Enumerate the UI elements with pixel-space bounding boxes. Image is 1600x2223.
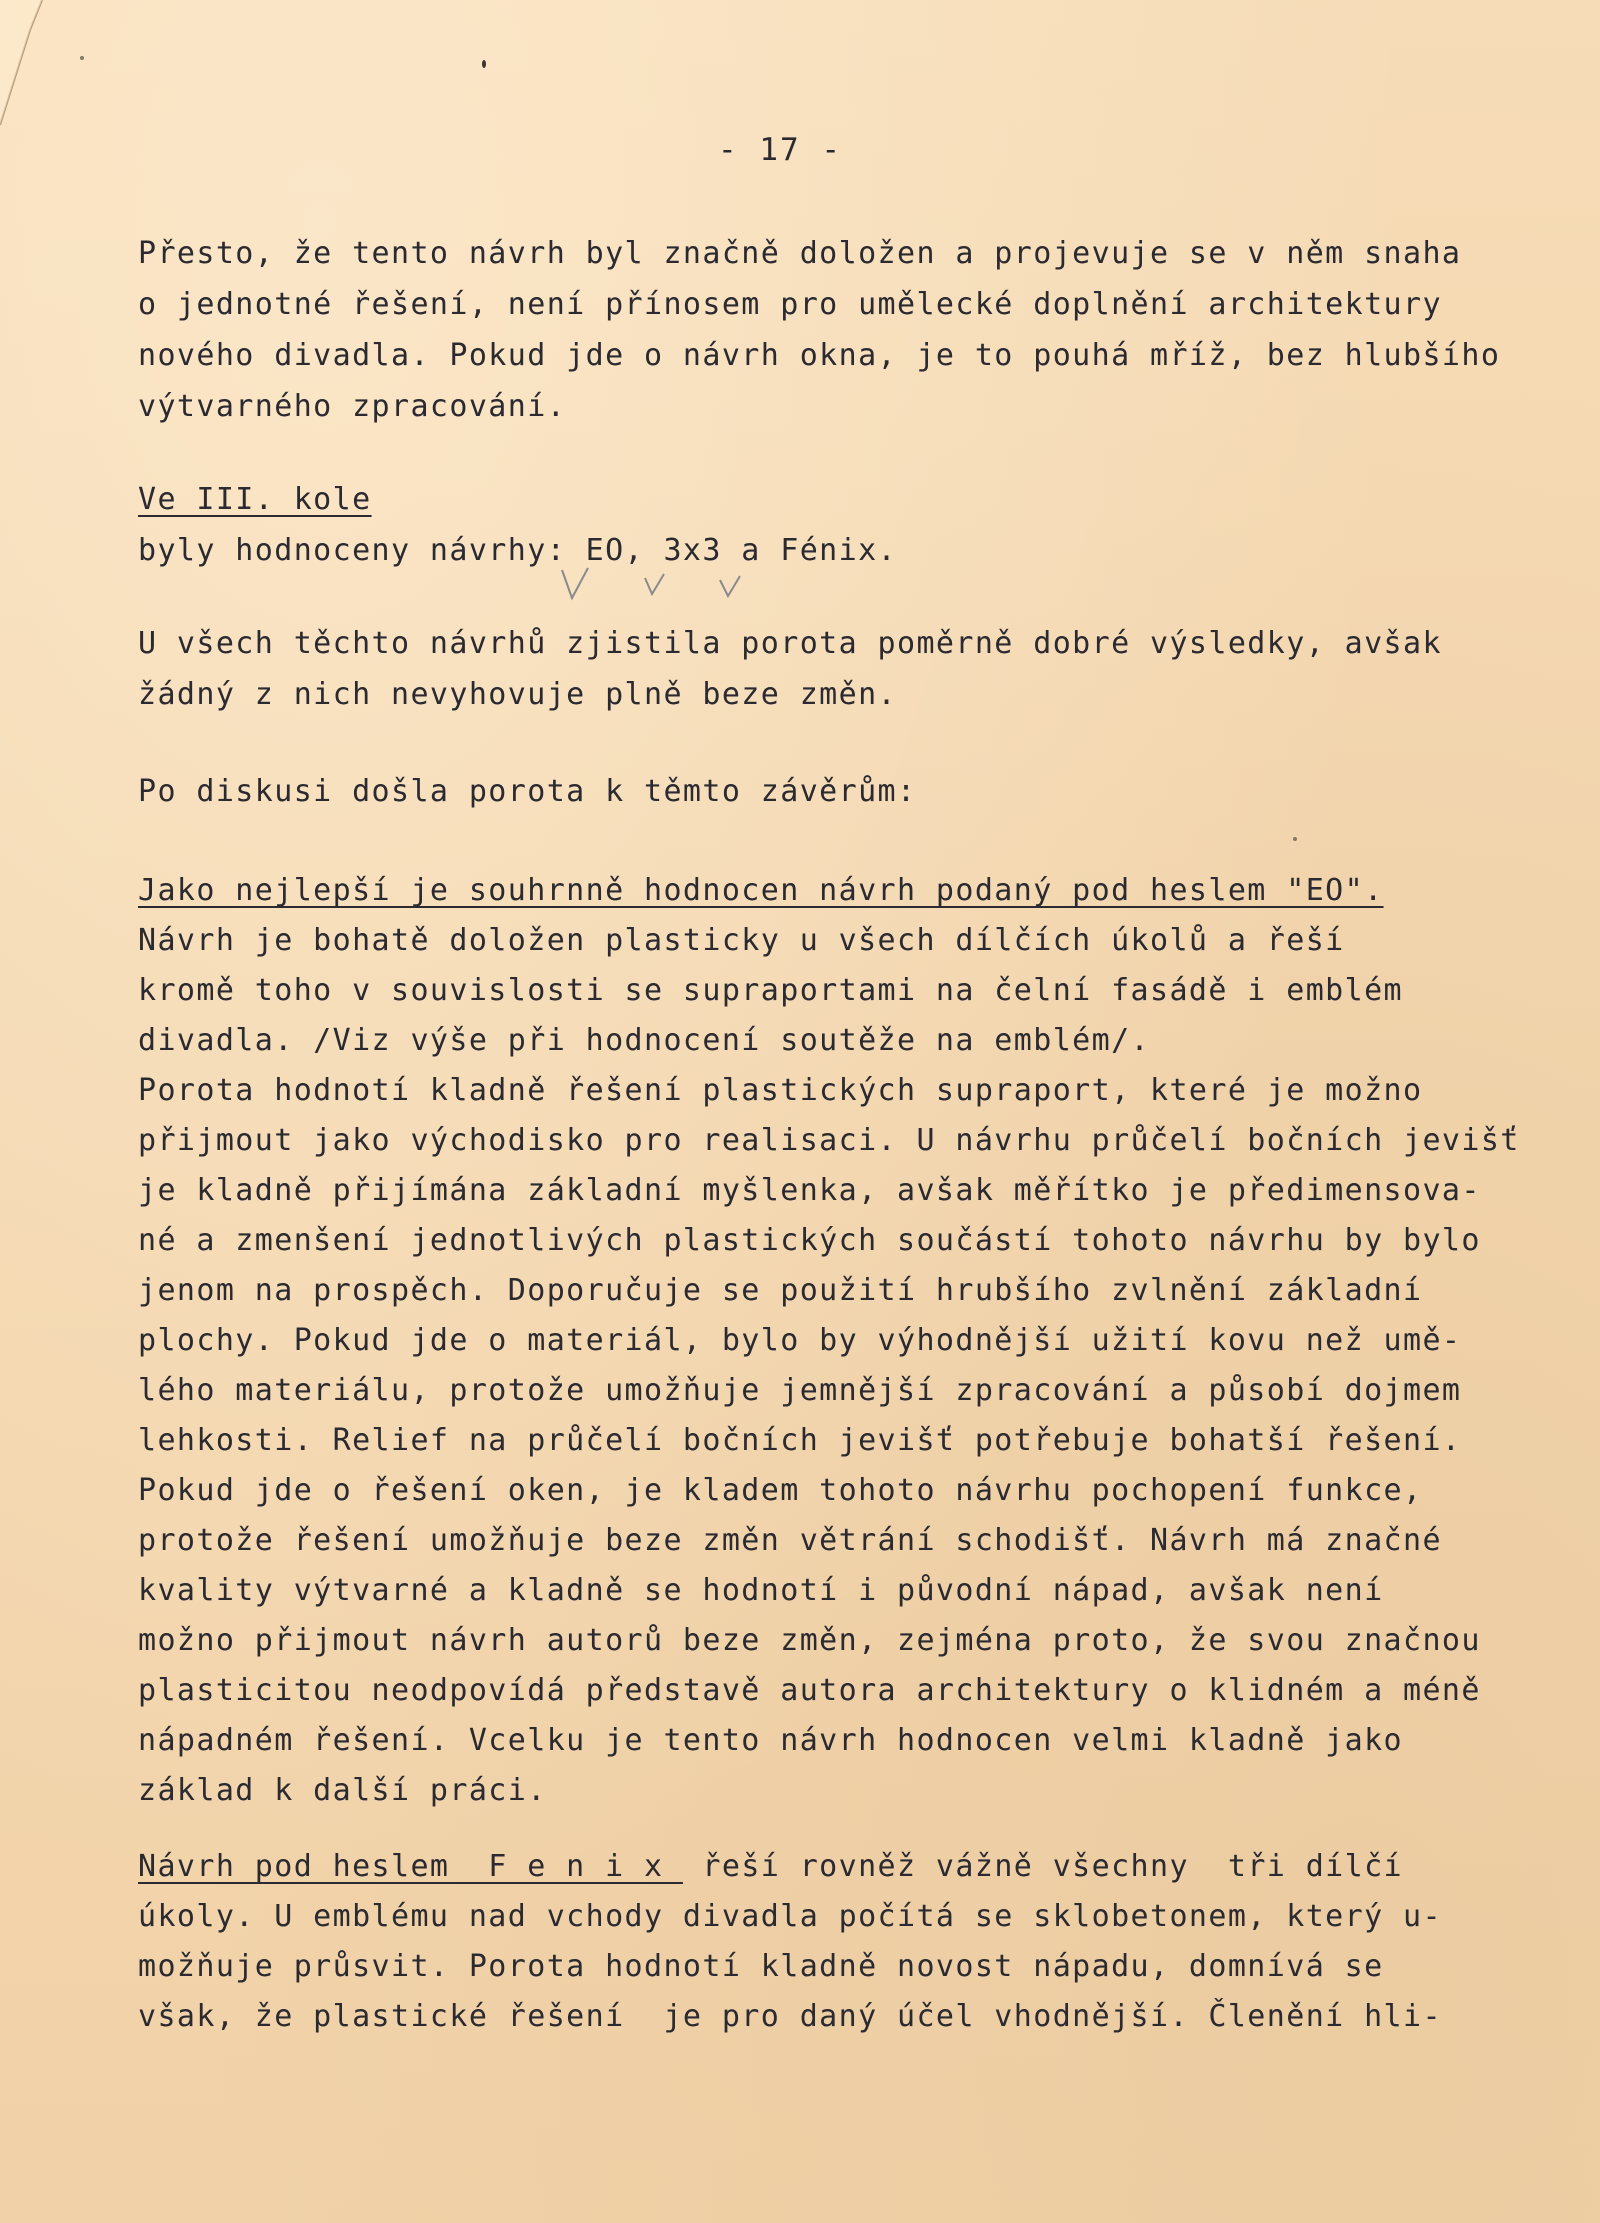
text-line: výtvarného zpracování. (138, 389, 567, 424)
paragraph-1 (138, 228, 1501, 432)
round-3-proposals-line: byly hodnoceny návrhy: EO, 3x3 a Fénix. (138, 533, 897, 568)
text-line: o jednotné řešení, není přínosem pro umělecké doplnění architektury (138, 287, 1442, 322)
pencil-check-marks (560, 560, 790, 610)
paragraph-3 (138, 766, 1458, 817)
text-line: Návrh je bohatě doložen plasticky u všech dílčích úkolů a řeší (138, 923, 1345, 958)
ink-speck (80, 56, 84, 60)
folded-corner-mark (0, 0, 60, 130)
text-line: protože řešení umožňuje beze změn větrání schodišť. Návrh má značné (138, 1523, 1442, 1558)
text-line: né a zmenšení jednotlivých plastických součástí tohoto návrhu by bylo (138, 1223, 1481, 1258)
text-line: nápadném řešení. Vcelku je tento návrh hodnocen velmi kladně jako (138, 1723, 1403, 1758)
text-line: lehkosti. Relief na průčelí bočních jevišť potřebuje bohatší řešení. (138, 1423, 1462, 1458)
text-line: možňuje průsvit. Porota hodnotí kladně novost nápadu, domnívá se (138, 1949, 1384, 1984)
text-line: plasticitou neodpovídá představě autora architektury o klidném a méně (138, 1673, 1481, 1708)
page-number: - 17 - (718, 132, 842, 168)
text-line: je kladně přijímána základní myšlenka, avšak měřítko je předimensova- (138, 1173, 1481, 1208)
text-line: však, že plastické řešení je pro daný účel vhodnější. Členění hli- (138, 1999, 1442, 2034)
text-line: úkoly. U emblému nad vchody divadla počítá se sklobetonem, který u- (138, 1899, 1442, 1934)
fenix-heading: Návrh pod heslem F e n i x (138, 1849, 683, 1884)
paragraph-2 (138, 618, 1458, 720)
text-line: žádný z nich nevyhovuje plně beze změn. (138, 677, 897, 712)
text-line: U všech těchto návrhů zjistila porota poměrně dobré výsledky, avšak (138, 626, 1442, 661)
text-line: divadla. /Viz výše při hodnocení soutěže na emblém/. (138, 1023, 1150, 1058)
text-line: Přesto, že tento návrh byl značně doložen a projevuje se v něm snaha (138, 236, 1462, 271)
text-line: základ k další práci. (138, 1773, 547, 1808)
fenix-first-line (138, 1842, 1458, 1892)
text-line: jenom na prospěch. Doporučuje se použití hrubšího zvlnění základní (138, 1273, 1423, 1308)
text-line: přijmout jako východisko pro realisaci. U návrhu průčelí bočních jevišť (138, 1123, 1520, 1158)
text-line: možno přijmout návrh autorů beze změn, zejména proto, že svou značnou (138, 1623, 1481, 1658)
ink-speck (482, 60, 486, 68)
fenix-first-line-rest: řeší rovněž vážně všechny tři dílčí (682, 1849, 1404, 1884)
round-3-section (138, 474, 1458, 576)
text-line: kromě toho v souvislosti se supraportami na čelní fasádě i emblém (138, 973, 1403, 1008)
best-proposal-heading: Jako nejlepší je souhrnně hodnocen návrh podaný pod heslem "EO". (138, 873, 1384, 908)
text-line: Po diskusi došla porota k těmto závěrům: (138, 774, 917, 809)
round-3-heading: Ve III. kole (138, 482, 372, 517)
text-line: Porota hodnotí kladně řešení plastických supraport, které je možno (138, 1073, 1423, 1108)
text-line: nového divadla. Pokud jde o návrh okna, je to pouhá mříž, bez hlubšího (138, 338, 1501, 373)
ink-speck (1293, 837, 1297, 841)
text-line: Pokud jde o řešení oken, je kladem tohoto návrhu pochopení funkce, (138, 1473, 1423, 1508)
text-line: kvality výtvarné a kladně se hodnotí i původní nápad, avšak není (138, 1573, 1384, 1608)
paragraph-5 (138, 1842, 1458, 2042)
text-line: lého materiálu, protože umožňuje jemnější zpracování a působí dojmem (138, 1373, 1462, 1408)
paragraph-4 (138, 866, 1520, 1816)
text-line: plochy. Pokud jde o materiál, bylo by výhodnější užití kovu než umě- (138, 1323, 1462, 1358)
